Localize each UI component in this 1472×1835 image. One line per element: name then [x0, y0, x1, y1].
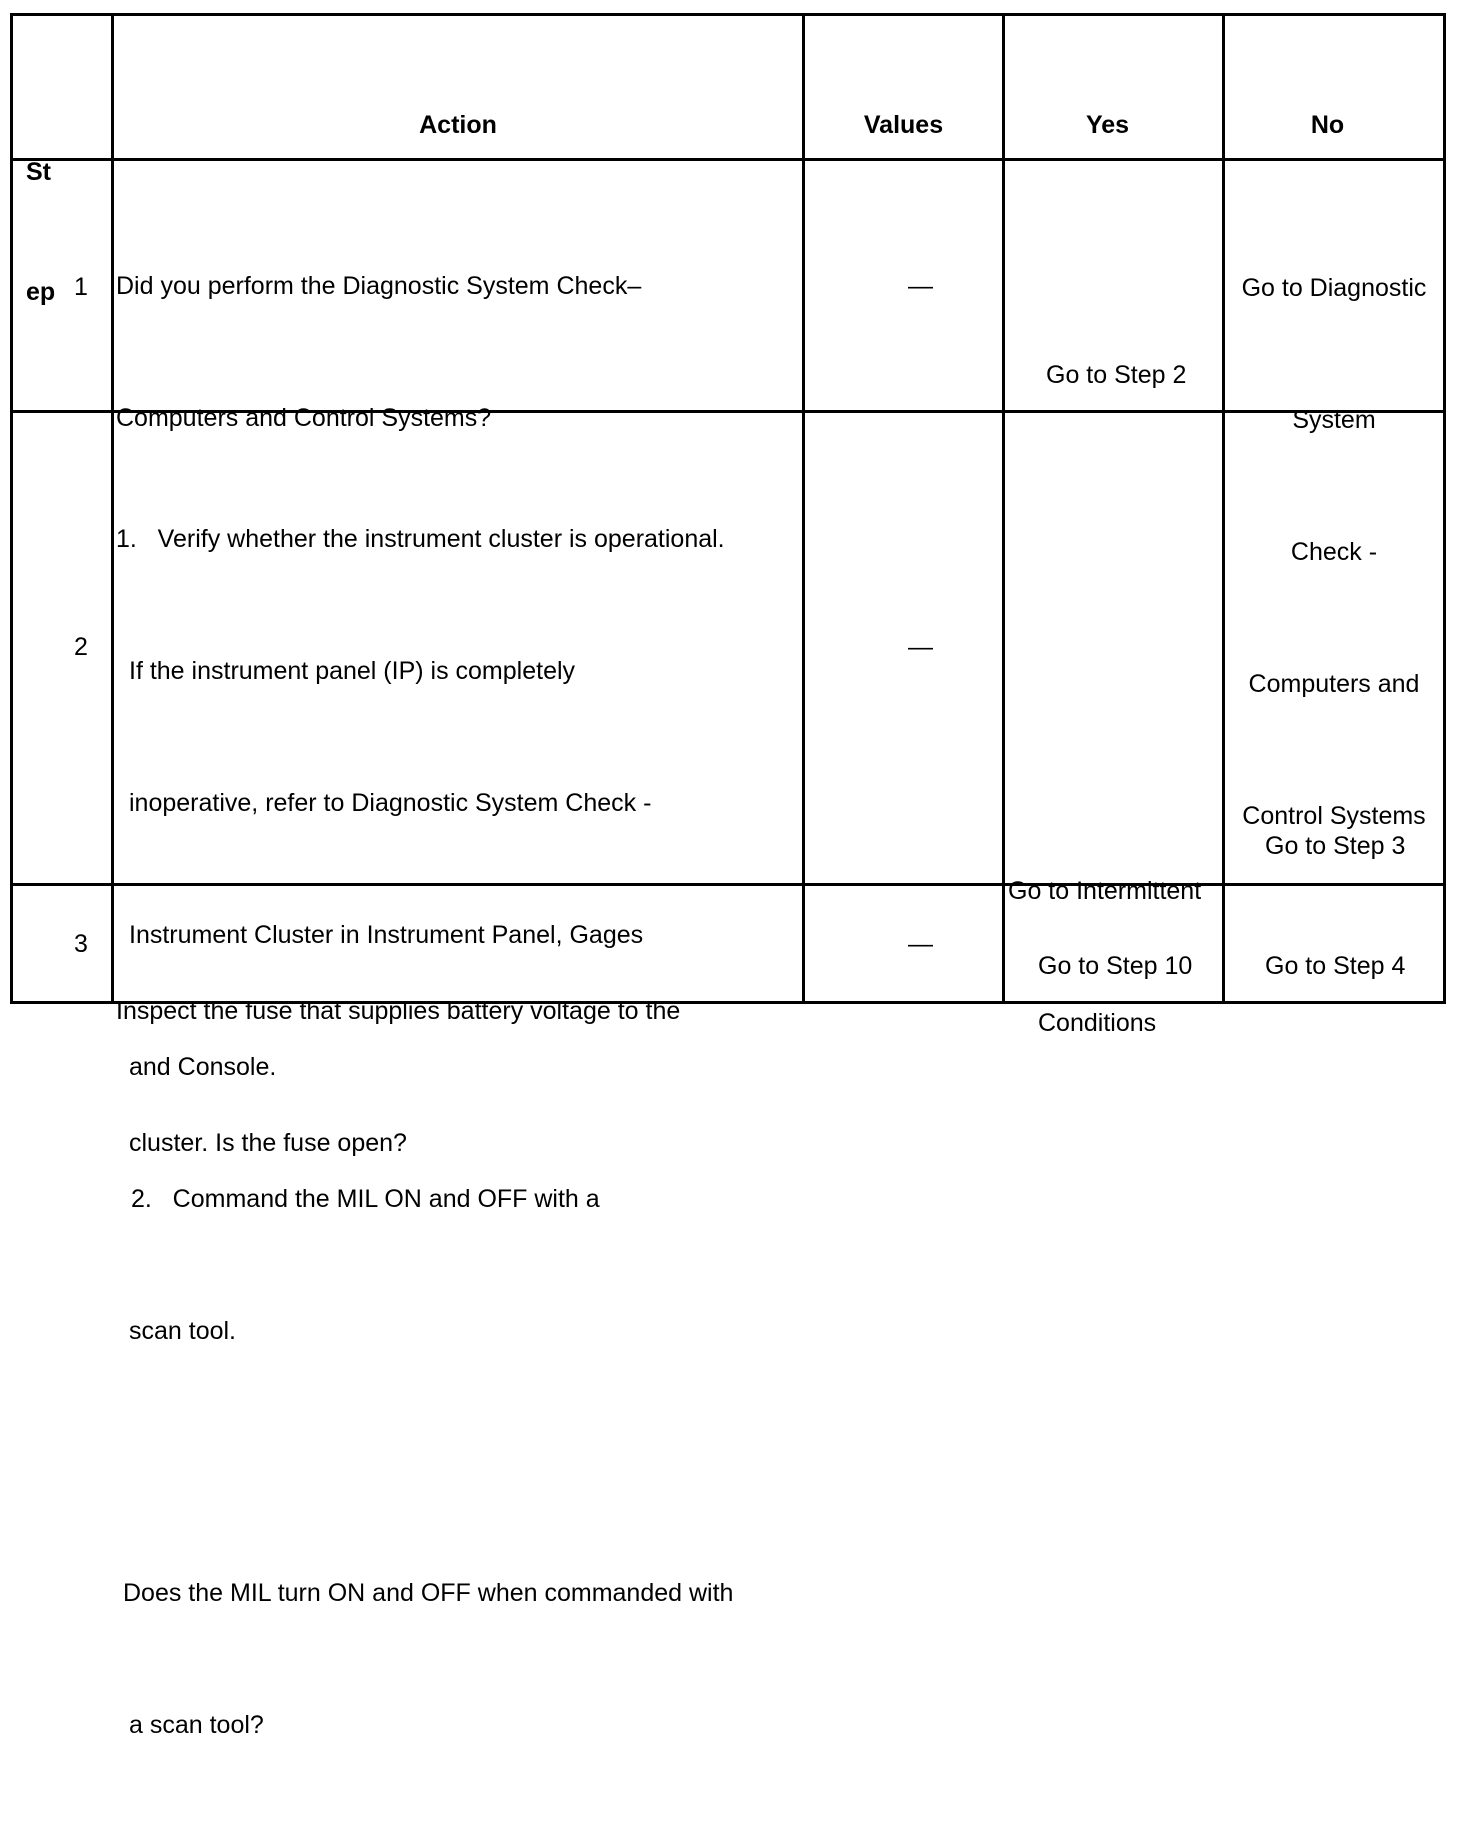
row-2-step: 2 — [74, 633, 88, 661]
row-1-yes: Go to Step 2 — [1046, 361, 1187, 389]
header-yes: Yes — [1085, 111, 1130, 139]
header-step: St ep — [26, 158, 56, 306]
row-1-no: Go to Diagnostic System Check - Computers and Control Systems — [1241, 274, 1427, 830]
grid-line — [1002, 13, 1005, 1004]
row-3-yes: Go to Step 10 — [1038, 952, 1193, 980]
header-values: Values — [863, 111, 944, 139]
row-1-value: — — [908, 272, 933, 300]
grid-line — [1443, 13, 1446, 1004]
row-3-action: Inspect the fuse that supplies battery voltage to the cluster. Is the fuse open? — [116, 997, 681, 1157]
row-1-step: 1 — [74, 273, 88, 301]
header-no: No — [1310, 111, 1345, 139]
row-3-step: 3 — [74, 930, 88, 958]
row-2-value: — — [908, 633, 933, 661]
row-3-value: — — [908, 930, 933, 958]
grid-line — [802, 13, 805, 1004]
header-action: Action — [419, 111, 497, 139]
grid-line — [10, 13, 1446, 16]
grid-line — [10, 158, 1446, 161]
row-2-no: Go to Step 3 — [1265, 832, 1406, 860]
row-1-action: Did you perform the Diagnostic System Check– Computers and Control Systems? — [116, 272, 642, 432]
row-2-yes: Go to Intermittent Conditions — [1008, 877, 1202, 1037]
grid-line — [111, 13, 114, 1004]
grid-line — [10, 13, 13, 1004]
row-2-action: 1. Verify whether the instrument cluster is operational. If the instrument panel (IP) is completely inoperative, refer to Diagnostic System Check - Instrument Cluster in Instrument Panel, Gages and Console. 2. Command the MIL ON and OFF with a scan tool. Does the MIL turn ON and OFF when commanded with a scan tool? — [116, 525, 734, 1739]
row-3-no: Go to Step 4 — [1265, 952, 1406, 980]
